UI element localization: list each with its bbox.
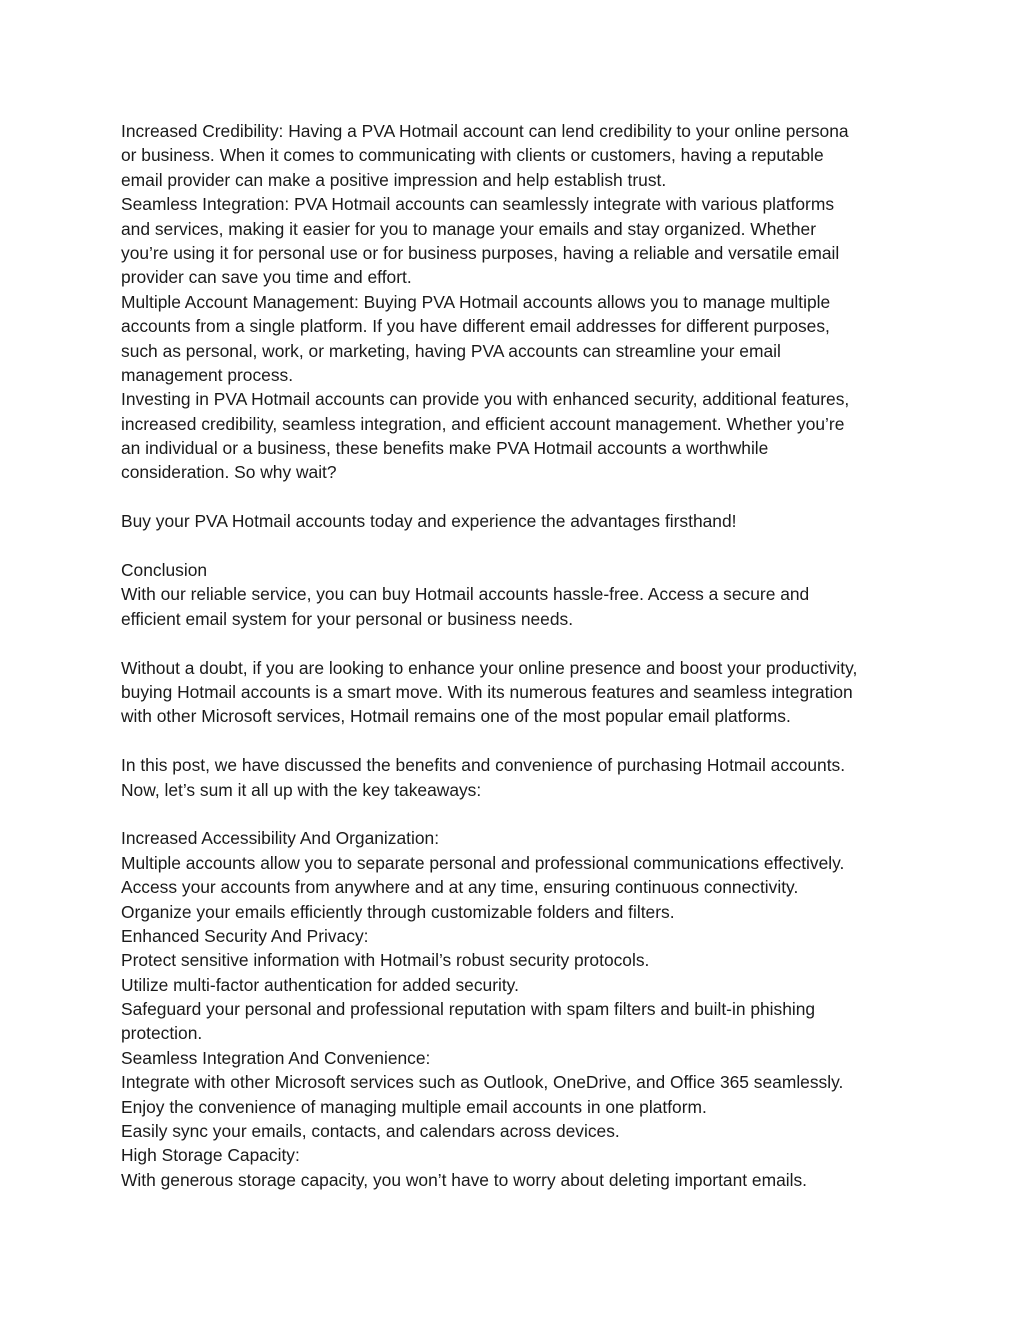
text-line: Multiple accounts allow you to separate personal and professional communications effectively.	[121, 852, 845, 873]
text-line: Safeguard your personal and professional reputation with spam filters and built-in phishing	[121, 999, 816, 1020]
text-line: Increased Credibility: Having a PVA Hotmail account can lend credibility to your online persona	[121, 121, 849, 141]
text-line: High Storage Capacity:	[121, 1145, 300, 1166]
text-line: Investing in PVA Hotmail accounts can provide you with enhanced security, additional features,	[121, 389, 850, 410]
text-line: Integrate with other Microsoft services such as Outlook, OneDrive, and Office 365 seamlessly.	[121, 1072, 844, 1093]
text-line: protection.	[121, 1023, 203, 1044]
text-line: Utilize multi-factor authentication for added security.	[121, 974, 519, 995]
document-page	[121, 119, 911, 1192]
text-line: an individual or a business, these benefits make PVA Hotmail accounts a worthwhile	[121, 438, 769, 459]
text-line: Enhanced Security And Privacy:	[121, 925, 369, 946]
text-line: buying Hotmail accounts is a smart move. With its numerous features and seamless integration	[121, 681, 853, 702]
text-line: efficient email system for your personal or business needs.	[121, 608, 574, 629]
text-line: accounts from a single platform. If you have different email addresses for different purposes,	[121, 316, 830, 337]
text-line: with other Microsoft services, Hotmail remains one of the most popular email platforms.	[121, 706, 791, 727]
text-line: Enjoy the convenience of managing multiple email accounts in one platform.	[121, 1096, 707, 1117]
blank-line	[121, 729, 911, 753]
text-line: Conclusion	[121, 560, 208, 581]
blank-line	[121, 534, 911, 558]
text-line: management process.	[121, 364, 294, 385]
text-line: With generous storage capacity, you won’t have to worry about deleting important emails.	[121, 1169, 807, 1190]
text-line: such as personal, work, or marketing, having PVA accounts can streamline your email	[121, 340, 781, 361]
blank-line	[121, 802, 911, 826]
text-line: Without a doubt, if you are looking to enhance your online presence and boost your productivity,	[121, 657, 858, 678]
text-line: Protect sensitive information with Hotmail’s robust security protocols.	[121, 950, 650, 971]
text-line: provider can save you time and effort.	[121, 267, 412, 288]
text-line: Increased Accessibility And Organization:	[121, 828, 440, 849]
text-line: and services, making it easier for you to manage your emails and stay organized. Whether	[121, 218, 817, 239]
text-line: increased credibility, seamless integration, and efficient account management. Whether you’re	[121, 413, 845, 434]
text-line: email provider can make a positive impression and help establish trust.	[121, 169, 667, 190]
text-line: Multiple Account Management: Buying PVA Hotmail accounts allows you to manage multiple	[121, 291, 831, 312]
text-line: Seamless Integration: PVA Hotmail accounts can seamlessly integrate with various platforms	[121, 194, 835, 215]
text-line: In this post, we have discussed the benefits and convenience of purchasing Hotmail accounts.	[121, 755, 846, 776]
text-line: or business. When it comes to communicating with clients or customers, having a reputable	[121, 145, 824, 166]
text-line: Organize your emails efficiently through customizable folders and filters.	[121, 901, 675, 922]
text-line: With our reliable service, you can buy Hotmail accounts hassle-free. Access a secure and	[121, 584, 810, 605]
text-line: Easily sync your emails, contacts, and calendars across devices.	[121, 1121, 620, 1142]
text-line: you’re using it for personal use or for business purposes, having a reliable and versatile email	[121, 242, 840, 263]
text-line: consideration. So why wait?	[121, 462, 337, 483]
blank-line	[121, 485, 911, 509]
text-line: Now, let’s sum it all up with the key takeaways:	[121, 779, 482, 800]
text-line: Buy your PVA Hotmail accounts today and experience the advantages firsthand!	[121, 511, 737, 532]
text-line: Seamless Integration And Convenience:	[121, 1047, 431, 1068]
blank-line	[121, 631, 911, 655]
text-line: Access your accounts from anywhere and at any time, ensuring continuous connectivity.	[121, 877, 799, 898]
